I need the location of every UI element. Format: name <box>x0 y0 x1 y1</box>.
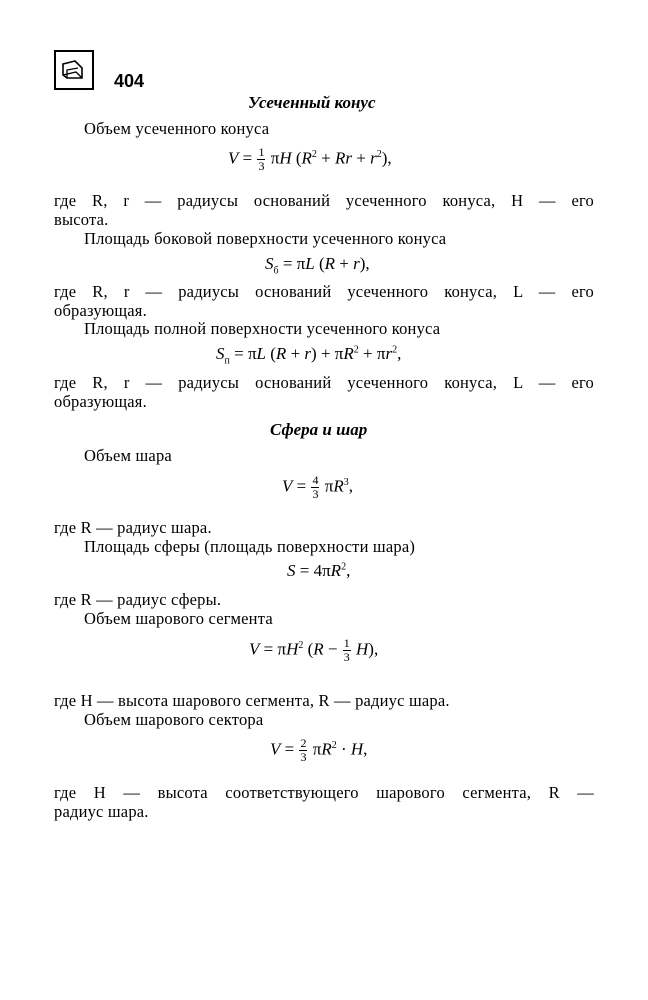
frustum-lateral-note-1: где R, r — радиусы оснований усеченного конуса, L — его <box>54 282 594 301</box>
section-title-sphere: Сфера и шар <box>270 420 368 439</box>
segment-volume-formula: $V = \pi H^2$ (R − $\frac{1}{3}$ H), <box>249 636 379 664</box>
frustum-lateral-note-2: образующая. <box>54 301 147 320</box>
sector-volume-formula: V = $\frac{2}{3}$ $\pi R^2 \cdot H$, <box>270 736 368 764</box>
frustum-volume-note-1: где R, r — радиусы оснований усеченного конуса, H — его <box>54 191 594 210</box>
frustum-lateral-formula: $S_б = \pi L$ (R + r), <box>265 254 370 277</box>
frustum-volume-note-2: высота. <box>54 210 109 229</box>
frustum-lateral-label: Площадь боковой поверхности усеченного конуса <box>84 229 447 248</box>
segment-volume-note: где H — высота шарового сегмента, R — радиус шара. <box>54 691 450 710</box>
sphere-volume-formula: V = $\frac{4}{3}$ $\pi R^3$, <box>282 473 353 501</box>
frustum-total-label: Площадь полной поверхности усеченного конуса <box>84 319 441 338</box>
frustum-volume-label: Объем усеченного конуса <box>84 119 270 138</box>
book-icon <box>54 50 94 90</box>
segment-volume-label: Объем шарового сегмента <box>84 609 273 628</box>
sphere-area-formula: $S = 4\pi R^2$, <box>287 561 351 580</box>
frustum-total-note-2: образующая. <box>54 392 147 411</box>
sector-volume-note-1: где H — высота соответствующего шарового сегмента, R — <box>54 783 594 802</box>
sphere-area-label: Площадь сферы (площадь поверхности шара) <box>84 537 416 556</box>
sphere-area-note: где R — радиус сферы. <box>54 590 222 609</box>
sector-volume-note-2: радиус шара. <box>54 802 149 821</box>
section-title-frustum: Усеченный конус <box>248 93 376 112</box>
frustum-total-formula: $S_п = \pi L$ $(R + r) + \pi R^2 + \pi r^2$, <box>216 344 402 367</box>
page-number: 404 <box>114 71 145 91</box>
sphere-volume-note: где R — радиус шара. <box>54 518 212 537</box>
frustum-volume-formula: V = $\frac{1}{3}$ πH $(R^2 + Rr + r^2)$, <box>228 145 392 173</box>
sphere-volume-label: Объем шара <box>84 446 172 465</box>
sector-volume-label: Объем шарового сектора <box>84 710 264 729</box>
frustum-total-note-1: где R, r — радиусы оснований усеченного конуса, L — его <box>54 373 594 392</box>
